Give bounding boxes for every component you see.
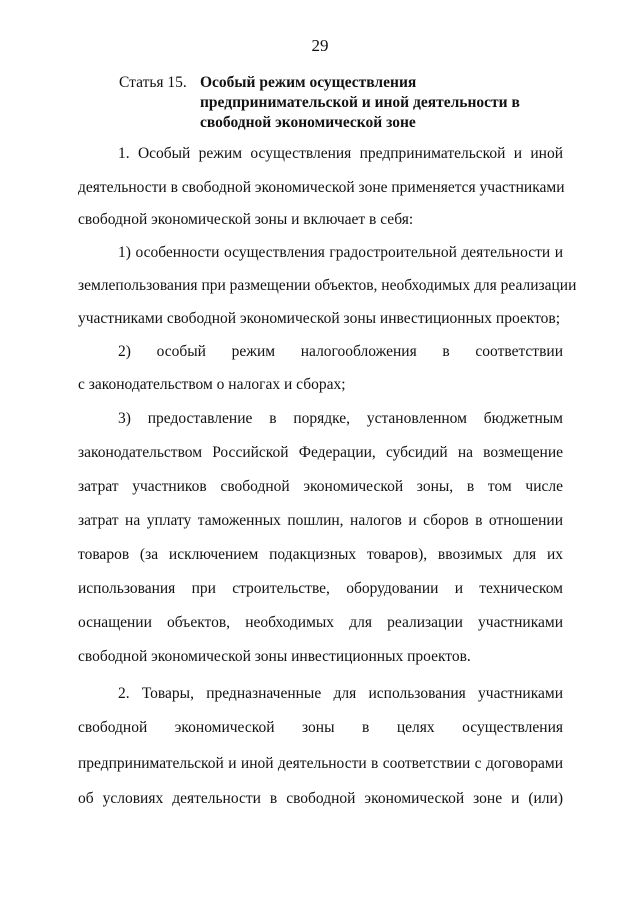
text-line: оснащении объектов, необходимых для реализации участниками bbox=[78, 614, 563, 631]
article-label: Статья 15. bbox=[119, 74, 187, 91]
text-line: 3) предоставление в порядке, установленном бюджетным bbox=[118, 410, 563, 427]
text-line: предпринимательской и иной деятельности в соответствии с договорами bbox=[78, 755, 563, 772]
text-line: свободной экономической зоны и включает в себя: bbox=[78, 211, 414, 228]
text-line: затрат участников свободной экономической зоны, в том числе bbox=[78, 478, 563, 495]
text-line: товаров (за исключением подакцизных товаров), ввозимых для их bbox=[78, 546, 563, 563]
page-number: 29 bbox=[311, 36, 329, 55]
text-line: использования при строительстве, оборудовании и техническом bbox=[78, 580, 563, 597]
text-line: с законодательством о налогах и сборах; bbox=[78, 376, 346, 393]
text-line: свободной экономической зоны инвестиционных проектов. bbox=[78, 648, 471, 665]
text-line: законодательством Российской Федерации, субсидий на возмещение bbox=[78, 444, 563, 461]
article-title: Особый режим осуществления предпринимательской и иной деятельности в свободной экономической зоне bbox=[200, 74, 520, 131]
text-line: землепользования при размещении объектов, необходимых для реализации bbox=[78, 277, 577, 294]
text-line: 1. Особый режим осуществления предпринимательской и иной bbox=[118, 145, 563, 162]
text-line: 2) особый режим налогообложения в соответствии bbox=[118, 343, 563, 360]
text-line: деятельности в свободной экономической зоне применяется участниками bbox=[78, 179, 565, 196]
text-line: 1) особенности осуществления градостроительной деятельности и bbox=[118, 244, 563, 261]
text-line: участниками свободной экономической зоны инвестиционных проектов; bbox=[78, 310, 561, 327]
text-line: свободной экономической зоны в целях осуществления bbox=[78, 719, 563, 736]
text-line: 2. Товары, предназначенные для использования участниками bbox=[118, 685, 563, 702]
text-line: затрат на уплату таможенных пошлин, налогов и сборов в отношении bbox=[78, 512, 563, 529]
text-line: об условиях деятельности в свободной экономической зоне и (или) bbox=[78, 790, 563, 807]
